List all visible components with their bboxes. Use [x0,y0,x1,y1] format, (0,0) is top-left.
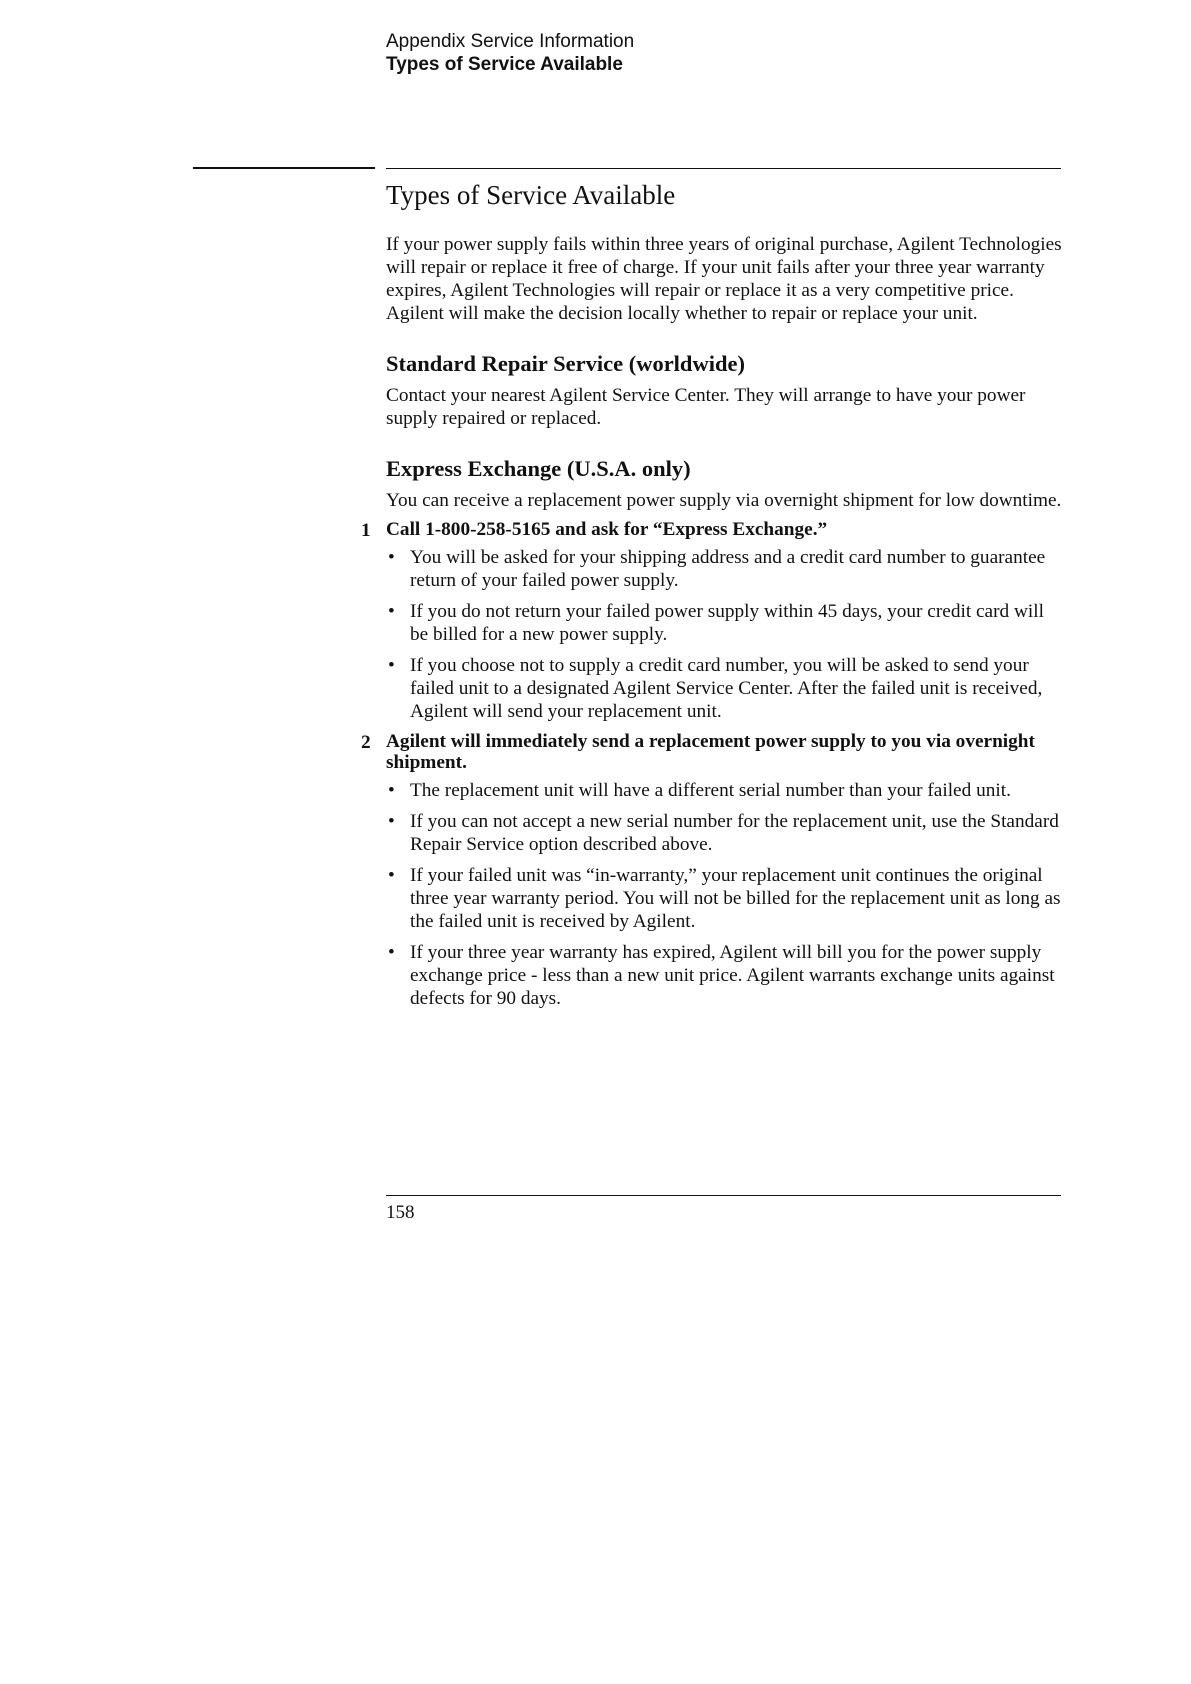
bullet-text: If your failed unit was “in-warranty,” your replacement unit continues the original three year warranty period. You will not be billed for the replacement unit as long as the failed unit is received by Agilent. [410,865,1061,932]
bullet-item [386,941,1062,1010]
intro-paragraph: If your power supply fails within three years of original purchase, Agilent Technologies will repair or replace it free of charge. If your unit fails after your three year warranty expires, Agilent Technologies will repair or replace it as a very competitive price. Agilent will make the decision locally whether to repair or replace your unit. [386,234,1062,324]
bullet-item [386,810,1062,856]
bullet-icon: • [388,547,395,568]
step-text: Agilent will immediately send a replacement power supply to you via overnight shipment. [386,731,1035,773]
page-title: Types of Service Available [386,180,676,210]
step-number: 2 [361,732,371,753]
bullet-text: If your three year warranty has expired, Agilent will bill you for the power supply exchange price - less than a new unit price. Agilent warrants exchange units against defects for 90 days. [410,942,1055,1009]
bullet-text: If you choose not to supply a credit card number, you will be asked to send your failed unit to a designated Agilent Service Center. After the failed unit is received, Agilent will send your replacement unit. [410,655,1043,722]
bullet-item [386,779,1062,802]
bullet-item [386,600,1062,646]
standard-repair-heading: Standard Repair Service (worldwide) [386,351,745,376]
bullet-text: If you can not accept a new serial number for the replacement unit, use the Standard Repair Service option described above. [410,811,1059,855]
step-bullets [386,779,1062,1010]
page-number: 158 [386,1202,415,1223]
bullet-text: The replacement unit will have a different serial number than your failed unit. [410,780,1011,801]
step-bullets [386,546,1062,723]
bullet-icon: • [388,865,395,886]
bullet-item [386,864,1062,933]
bullet-icon: • [388,601,395,622]
section-rule-right [386,168,1061,169]
bullet-icon: • [388,780,395,801]
bullet-icon: • [388,942,395,963]
step-text: Call 1-800-258-5165 and ask for “Express Exchange.” [386,519,828,540]
standard-repair-body: Contact your nearest Agilent Service Center. They will arrange to have your power supply repaired or replaced. [386,385,1026,429]
express-exchange-heading: Express Exchange (U.S.A. only) [386,456,691,481]
bullet-item [386,654,1062,723]
section-rule-left [193,167,375,169]
footer-rule [386,1195,1061,1196]
bullet-icon: • [388,655,395,676]
running-header [386,30,634,76]
express-steps [361,519,1062,1010]
step-item [361,731,1062,1010]
bullet-text: If you do not return your failed power supply within 45 days, your credit card will be billed for a new power supply. [410,601,1044,645]
express-exchange-body: You can receive a replacement power supply via overnight shipment for low downtime. [386,490,1062,511]
step-number: 1 [361,520,371,541]
bullet-text: You will be asked for your shipping address and a credit card number to guarantee return of your failed power supply. [410,547,1046,591]
running-header-chapter: Appendix Service Information [386,31,635,52]
running-header-section: Types of Service Available [386,54,623,75]
page-content [361,178,1062,1018]
step-item [361,519,1062,723]
bullet-item [386,546,1062,592]
bullet-icon: • [388,811,395,832]
